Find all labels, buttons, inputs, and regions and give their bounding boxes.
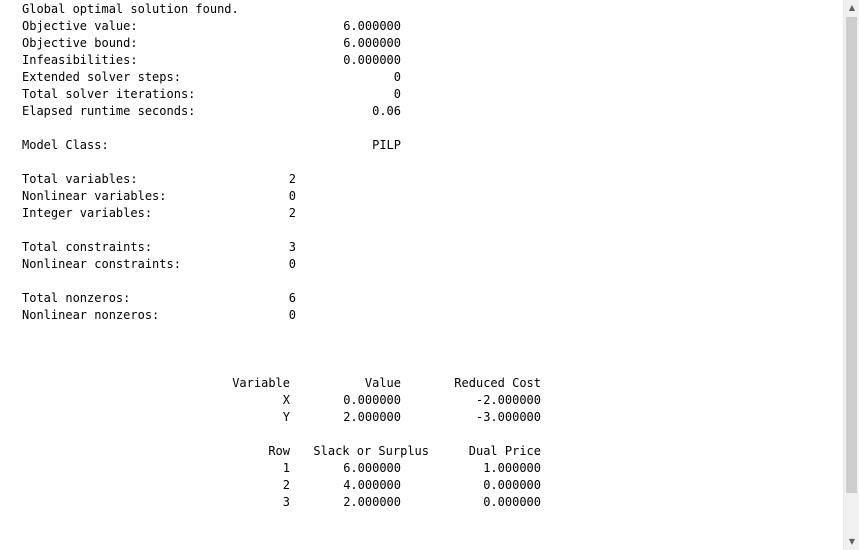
nonlinear-nonzeros: 0: [288, 308, 296, 322]
objective-bound-label: Objective bound:: [22, 36, 138, 50]
extended-solver-steps: 0: [393, 70, 401, 84]
objective-value: 6.000000: [343, 19, 401, 33]
row-number: 2: [282, 478, 290, 492]
total-constraints-label: Total constraints:: [22, 240, 153, 254]
row-dual-price: 0.000000: [483, 478, 541, 492]
variable-value: 2.000000: [343, 410, 401, 424]
nonlinear-variables: 0: [288, 189, 296, 203]
row-dual-price: 0.000000: [483, 495, 541, 509]
variable-name: X: [282, 393, 290, 407]
up-arrow-icon[interactable]: ▲: [848, 3, 856, 12]
nonlinear-constraints: 0: [288, 257, 296, 271]
row-slack-or-surplus: 2.000000: [343, 495, 401, 509]
nonlinear-nonzeros-label: Nonlinear nonzeros:: [22, 308, 160, 322]
model-class-label: Model Class:: [22, 138, 109, 152]
total-variables-label: Total variables:: [22, 172, 138, 186]
total-constraints: 3: [288, 240, 296, 254]
nonlinear-variables-label: Nonlinear variables:: [22, 189, 167, 203]
row-slack-or-surplus: 6.000000: [343, 461, 401, 475]
total-nonzeros-label: Total nonzeros:: [22, 291, 131, 305]
objective-bound: 6.000000: [343, 36, 401, 50]
variable-name: Y: [282, 410, 290, 424]
reduced-cost-column-header: Reduced Cost: [454, 376, 541, 390]
variable-reduced-cost: -3.000000: [475, 410, 541, 424]
elapsed-runtime: 0.06: [372, 104, 401, 118]
infeasibilities: 0.000000: [343, 53, 401, 67]
vertical-scrollbar[interactable]: [843, 0, 859, 550]
infeasibilities-label: Infeasibilities:: [22, 53, 138, 67]
total-nonzeros: 6: [288, 291, 296, 305]
scrollbar-thumb[interactable]: [846, 17, 857, 493]
slack-or-surplus-column-header: Slack or Surplus: [313, 444, 429, 458]
row-number: 3: [282, 495, 290, 509]
total-variables: 2: [288, 172, 296, 186]
down-arrow-icon[interactable]: ▼: [848, 537, 856, 546]
variable-value: 0.000000: [343, 393, 401, 407]
solver-status: Global optimal solution found.: [22, 2, 239, 16]
row-dual-price: 1.000000: [483, 461, 541, 475]
value-column-header: Value: [364, 376, 401, 390]
integer-variables-label: Integer variables:: [22, 206, 153, 220]
elapsed-runtime-label: Elapsed runtime seconds:: [22, 104, 196, 118]
total-solver-iterations: 0: [393, 87, 401, 101]
dual-price-column-header: Dual Price: [468, 444, 541, 458]
row-slack-or-surplus: 4.000000: [343, 478, 401, 492]
variable-reduced-cost: -2.000000: [475, 393, 541, 407]
total-solver-iterations-label: Total solver iterations:: [22, 87, 196, 101]
objective-value-label: Objective value:: [22, 19, 138, 33]
integer-variables: 2: [288, 206, 296, 220]
row-column-header: Row: [268, 444, 290, 458]
variable-column-header: Variable: [232, 376, 290, 390]
extended-solver-steps-label: Extended solver steps:: [22, 70, 181, 84]
model-class: PILP: [372, 138, 401, 152]
nonlinear-constraints-label: Nonlinear constraints:: [22, 257, 181, 271]
row-number: 1: [282, 461, 290, 475]
